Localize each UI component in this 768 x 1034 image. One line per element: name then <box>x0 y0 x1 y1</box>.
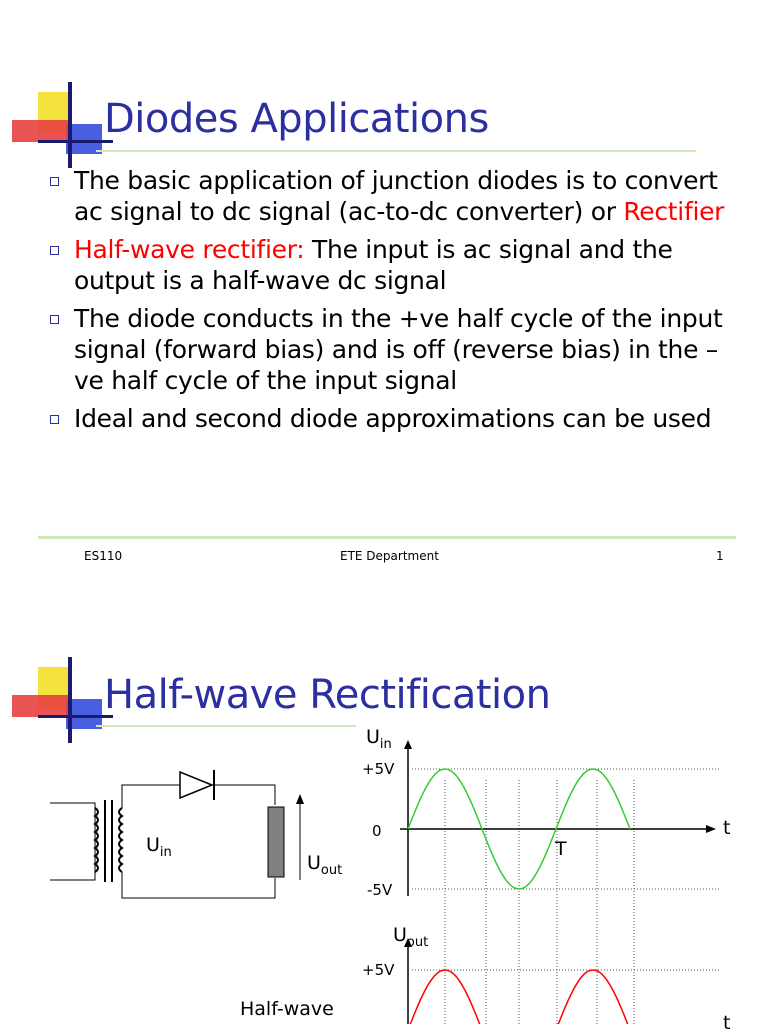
slide-2-title: Half-wave Rectification <box>104 672 551 718</box>
highlighted-text: Half-wave rectifier: <box>74 235 305 264</box>
slide-logo-icon <box>8 80 113 170</box>
bullet-item <box>50 165 740 227</box>
output-t-label: t <box>723 1012 731 1034</box>
bullet-square-icon <box>50 415 59 424</box>
highlighted-text: Rectifier <box>623 197 725 226</box>
footer-department: ETE Department <box>340 549 439 563</box>
u-out-label: $U_{out}$ <box>307 852 343 878</box>
bullet-square-icon <box>50 315 59 324</box>
bullet-text: The basic application of junction diodes is to convert ac signal to dc signal (ac-to-dc converter) or <box>74 166 718 226</box>
bullet-item <box>50 403 740 434</box>
diode-symbol-icon <box>180 770 214 800</box>
title-underline <box>96 150 696 152</box>
input-graph-y-label: $U_{in}$ <box>366 726 392 752</box>
output-plus-5v: +5V <box>362 961 395 979</box>
waveform-graphs <box>400 740 740 1024</box>
output-halfwave-signal <box>408 970 640 1024</box>
input-minus-5v: -5V <box>367 881 393 899</box>
rectifier-circuit <box>50 760 350 900</box>
u-in-label: $U_{in}$ <box>146 834 172 860</box>
bullet-item <box>50 234 740 296</box>
bullet-list <box>50 165 740 441</box>
bullet-square-icon <box>50 246 59 255</box>
bullet-item <box>50 303 740 396</box>
input-t-label: t <box>723 817 731 839</box>
bullet-text: The diode conducts in the +ve half cycle of the input signal (forward bias) and is off (reverse bias) in the –ve half cycle of the input signal <box>74 304 723 395</box>
slide-1-title: Diodes Applications <box>104 96 489 142</box>
footer-course: ES110 <box>84 549 123 563</box>
load-resistor-icon <box>268 807 284 877</box>
footer-rule <box>38 536 736 539</box>
bullet-text: The input is ac signal and the output is a half-wave dc signal <box>74 235 673 295</box>
footer-page-number: 1 <box>716 549 724 563</box>
slide-logo-icon <box>8 655 113 745</box>
bullet-square-icon <box>50 177 59 186</box>
input-zero: 0 <box>372 822 382 840</box>
title-underline <box>96 725 356 727</box>
bullet-text: Ideal and second diode approximations can be used <box>74 404 712 433</box>
caption-half-wave: Half-wave <box>240 998 334 1020</box>
output-graph-y-label: $U_{out}$ <box>393 924 429 950</box>
input-plus-5v: +5V <box>362 760 395 778</box>
period-label: T <box>555 838 567 860</box>
